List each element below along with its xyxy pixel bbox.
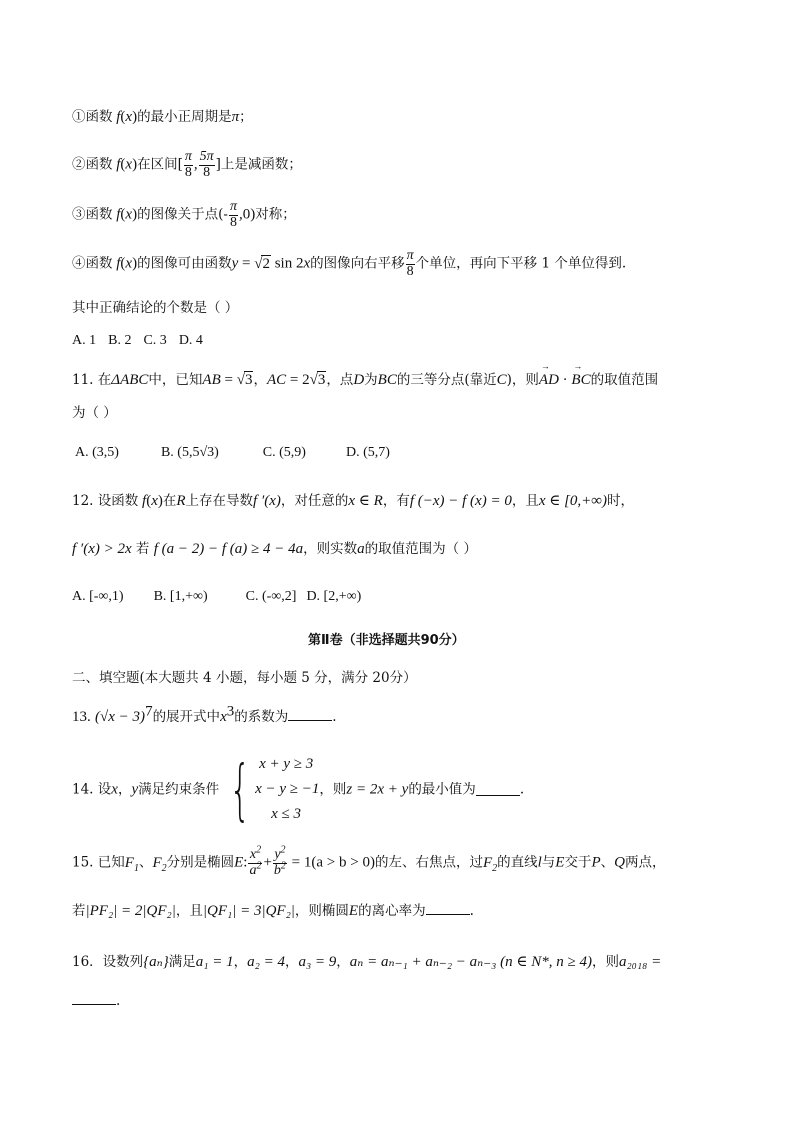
fraction-pi-8: $\frac{\pi}{8}$ — [184, 149, 192, 180]
q12-line2: f ′(x) > 2x 若 f (a − 2) − f (a) ≥ 4 − 4a，则实数a的取值范围为（ ） — [72, 541, 477, 557]
q11-line1: 11. 在ΔABC中，已知AB = √3，AC = 2√3，点D为BC的三等分点(靠近C)，则→ AD · → BC的取值范围 — [72, 371, 658, 389]
option-d[interactable]: D. (5,7) — [345, 445, 390, 460]
q15-line2: 若|PF₂| = 2|QF₂|，且|QF₁| = 3|QF₂|，则椭圆E的离心率为 . — [72, 903, 474, 919]
fraction-5pi-8: $\frac{5\pi}{8}$ — [199, 149, 214, 180]
q16-answer-line: . — [72, 992, 120, 1009]
option-a[interactable]: A. [-∞,1) — [72, 589, 124, 604]
answer-blank[interactable] — [426, 902, 470, 915]
option-b[interactable]: B. [1,+∞) — [153, 589, 208, 604]
q12-options — [72, 589, 373, 606]
q14: 14. 设x，y满足约束条件 { x + y ≥ 3 x − y ≥ −1 x ≤ 3 ，则z = 2x + y的最小值为 . — [72, 750, 525, 828]
q11-options — [75, 445, 402, 462]
fraction-x2-a2: $\frac{x^2}{a^2}$ — [249, 844, 262, 878]
constraint-system: { x + y ≥ 3 x − y ≥ −1 x ≤ 3 — [229, 750, 320, 828]
vector-bc: → BC — [571, 371, 590, 389]
fraction-pi-8: $\frac{\pi}{8}$ — [229, 199, 237, 230]
option-a[interactable]: A. 1 — [72, 333, 97, 348]
answer-blank[interactable] — [288, 708, 332, 721]
option-c[interactable]: C. (-∞,2] — [245, 589, 297, 604]
option-d[interactable]: D. 4 — [178, 333, 203, 348]
answer-blank[interactable] — [476, 783, 520, 796]
fraction-y2-b2: $\frac{y^2}{b^2}$ — [273, 844, 286, 878]
option-c[interactable]: C. 3 — [143, 333, 167, 348]
q16: 16．设数列{aₙ}满足a₁ = 1，a₂ = 4，a₃ = 9，aₙ = aₙ₋₁ + aₙ₋₂ − aₙ₋₃ (n ∈ N*, n ≥ 4)，则a₂₀₁₈ = — [72, 954, 662, 970]
q13: 13. $(√x - 3)^7$的展开式中$x^3$的系数为 . — [72, 703, 337, 725]
statement-3: ③函数 f(x)的图像关于点(- $\frac{\pi}{8}$ ,0)对称； — [72, 199, 296, 230]
statement-1: ①函数 f(x)的最小正周期是π； — [72, 109, 253, 125]
q10-prompt: 其中正确结论的个数是（ ） — [72, 300, 239, 316]
option-b[interactable]: B. 2 — [108, 333, 132, 348]
q15-line1: 15. 已知$F_1$、$F_2$分别是椭圆E: $\frac{x^2}{a^2}$ + $\frac{y^2}{b^2}$ = 1(a > b > 0)的左、右焦点，过$F_2$的直线l与E交于P、Q两点， — [72, 844, 666, 878]
vector-ad: → AD — [539, 371, 559, 389]
option-c[interactable]: C. (5,9) — [262, 445, 306, 460]
answer-blank[interactable] — [72, 992, 116, 1005]
left-brace-icon: { — [229, 750, 251, 828]
option-d[interactable]: D. [2,+∞) — [306, 589, 362, 604]
option-a[interactable]: A. (3,5) — [75, 445, 119, 460]
statement-2: ②函数 f(x)在区间[ $\frac{\pi}{8}$ , $\frac{5\pi}{8}$ ]上是减函数； — [72, 149, 302, 180]
statement-4: ④函数 f(x)的图像可由函数y = √2 sin 2x的图像向右平移 $\frac{\pi}{8}$ 个单位，再向下平移 1 个单位得到. — [72, 248, 627, 279]
part-2-heading: 二、填空题(本大题共 4 小题，每小题 5 分，满分 20分） — [72, 670, 417, 686]
q11-line2: 为（ ） — [72, 405, 117, 421]
q10-options — [72, 333, 215, 350]
section-2-title: 第Ⅱ卷（非选择题共90分） — [308, 633, 465, 648]
fraction-pi-8: $\frac{\pi}{8}$ — [406, 248, 414, 279]
q12-line1: 12. 设函数 f(x)在R上存在导数f ′(x)，对任意的x ∈ R，有f (−x) − f (x) = 0，且x ∈ [0,+∞)时， — [72, 493, 634, 509]
option-b[interactable]: B. (5,5√3) — [160, 445, 219, 460]
